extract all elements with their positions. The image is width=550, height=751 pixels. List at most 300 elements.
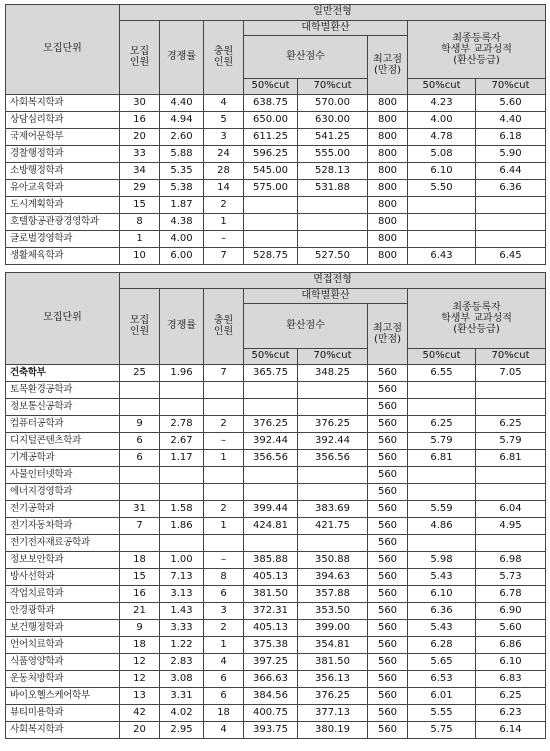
unit-name: 전기공학과 bbox=[6, 500, 120, 517]
quota: 6 bbox=[120, 432, 160, 449]
extra-count: 6 bbox=[204, 670, 244, 687]
max-score: 800 bbox=[368, 179, 408, 196]
header-unit: 모집단위 bbox=[6, 5, 120, 95]
extra-count bbox=[204, 466, 244, 483]
grade-cut-70 bbox=[476, 466, 546, 483]
max-score: 800 bbox=[368, 128, 408, 145]
competition-rate: 4.00 bbox=[160, 230, 204, 247]
quota: 20 bbox=[120, 721, 160, 738]
quota: 30 bbox=[120, 94, 160, 111]
grade-cut-50: 6.53 bbox=[408, 670, 476, 687]
quota bbox=[120, 534, 160, 551]
max-score: 560 bbox=[368, 381, 408, 398]
unit-name: 운동처방학과 bbox=[6, 670, 120, 687]
extra-count: 2 bbox=[204, 415, 244, 432]
extra-count: – bbox=[204, 551, 244, 568]
interview-admission-table bbox=[5, 272, 546, 739]
table-row bbox=[6, 94, 546, 111]
max-score: 560 bbox=[368, 364, 408, 381]
quota: 34 bbox=[120, 162, 160, 179]
unit-name: 에너지경영학과 bbox=[6, 483, 120, 500]
interview-admission-header bbox=[6, 273, 546, 365]
quota: 12 bbox=[120, 653, 160, 670]
header-score-cut-50: 50%cut bbox=[244, 349, 298, 365]
score-cut-70: 380.19 bbox=[298, 721, 368, 738]
max-score: 800 bbox=[368, 213, 408, 230]
competition-rate: 3.08 bbox=[160, 670, 204, 687]
score-cut-70: 570.00 bbox=[298, 94, 368, 111]
extra-count: 5 bbox=[204, 111, 244, 128]
score-cut-50 bbox=[244, 534, 298, 551]
max-score: 560 bbox=[368, 551, 408, 568]
score-cut-70: 377.13 bbox=[298, 704, 368, 721]
max-score: 560 bbox=[368, 483, 408, 500]
score-cut-70 bbox=[298, 381, 368, 398]
score-cut-70 bbox=[298, 230, 368, 247]
score-cut-70: 399.00 bbox=[298, 619, 368, 636]
max-score: 800 bbox=[368, 111, 408, 128]
max-score: 560 bbox=[368, 704, 408, 721]
grade-cut-50: 6.10 bbox=[408, 585, 476, 602]
grade-cut-70: 6.10 bbox=[476, 653, 546, 670]
quota: 18 bbox=[120, 551, 160, 568]
unit-name: 글로벌경영학과 bbox=[6, 230, 120, 247]
extra-count: 14 bbox=[204, 179, 244, 196]
score-cut-50: 376.25 bbox=[244, 415, 298, 432]
score-cut-50: 397.25 bbox=[244, 653, 298, 670]
score-cut-70: 353.50 bbox=[298, 602, 368, 619]
grade-cut-70 bbox=[476, 230, 546, 247]
table-row bbox=[6, 432, 546, 449]
score-cut-50: 381.50 bbox=[244, 585, 298, 602]
grade-cut-70: 6.78 bbox=[476, 585, 546, 602]
max-score: 560 bbox=[368, 517, 408, 534]
quota: 16 bbox=[120, 585, 160, 602]
table-row bbox=[6, 449, 546, 466]
quota: 15 bbox=[120, 196, 160, 213]
grade-cut-70: 6.90 bbox=[476, 602, 546, 619]
extra-count bbox=[204, 483, 244, 500]
grade-cut-70: 5.60 bbox=[476, 94, 546, 111]
score-cut-50 bbox=[244, 196, 298, 213]
table-row bbox=[6, 162, 546, 179]
score-cut-50: 392.44 bbox=[244, 432, 298, 449]
score-cut-50: 545.00 bbox=[244, 162, 298, 179]
unit-name: 기계공학과 bbox=[6, 449, 120, 466]
score-cut-50: 638.75 bbox=[244, 94, 298, 111]
extra-count: 4 bbox=[204, 721, 244, 738]
max-score: 560 bbox=[368, 466, 408, 483]
table-row bbox=[6, 381, 546, 398]
competition-rate: 2.60 bbox=[160, 128, 204, 145]
grade-cut-50 bbox=[408, 466, 476, 483]
competition-rate: 1.00 bbox=[160, 551, 204, 568]
score-cut-70: 541.25 bbox=[298, 128, 368, 145]
grade-cut-70 bbox=[476, 483, 546, 500]
competition-rate: 1.87 bbox=[160, 196, 204, 213]
table-row bbox=[6, 721, 546, 738]
extra-count: 2 bbox=[204, 500, 244, 517]
grade-cut-50: 6.43 bbox=[408, 247, 476, 264]
section-title-interview: 면접전형 bbox=[120, 273, 546, 289]
header-final-registrant: 최종등록자 학생부 교과성적 (환산등급) bbox=[408, 20, 546, 79]
header-quota: 모집 인원 bbox=[120, 20, 160, 94]
score-cut-50: 528.75 bbox=[244, 247, 298, 264]
extra-count: 3 bbox=[204, 602, 244, 619]
unit-name: 전기자동차학과 bbox=[6, 517, 120, 534]
table-row bbox=[6, 128, 546, 145]
general-admission-rows bbox=[6, 94, 546, 264]
score-cut-50: 399.44 bbox=[244, 500, 298, 517]
quota: 8 bbox=[120, 213, 160, 230]
header-max-score: 최고점 (만점) bbox=[368, 36, 408, 95]
unit-name: 유아교육학과 bbox=[6, 179, 120, 196]
score-cut-70: 392.44 bbox=[298, 432, 368, 449]
grade-cut-70: 6.25 bbox=[476, 687, 546, 704]
grade-cut-70 bbox=[476, 196, 546, 213]
score-cut-70: 356.56 bbox=[298, 449, 368, 466]
table-row bbox=[6, 466, 546, 483]
unit-name: 보건행정학과 bbox=[6, 619, 120, 636]
competition-rate: 1.43 bbox=[160, 602, 204, 619]
header-grade-cut-50: 50%cut bbox=[408, 79, 476, 95]
unit-name: 안경광학과 bbox=[6, 602, 120, 619]
header-univ-conversion: 대학별환산 bbox=[244, 288, 408, 304]
max-score: 560 bbox=[368, 415, 408, 432]
grade-cut-50 bbox=[408, 381, 476, 398]
score-cut-50: 405.13 bbox=[244, 568, 298, 585]
table-row bbox=[6, 415, 546, 432]
grade-cut-70: 6.23 bbox=[476, 704, 546, 721]
unit-name: 건축학부 bbox=[6, 364, 120, 381]
score-cut-70: 421.75 bbox=[298, 517, 368, 534]
header-converted-score: 환산점수 bbox=[244, 36, 368, 79]
unit-name: 바이오헬스케어학부 bbox=[6, 687, 120, 704]
score-cut-50: 611.25 bbox=[244, 128, 298, 145]
quota: 9 bbox=[120, 415, 160, 432]
quota: 21 bbox=[120, 602, 160, 619]
header-competition: 경쟁률 bbox=[160, 20, 204, 94]
score-cut-70 bbox=[298, 466, 368, 483]
extra-count: 28 bbox=[204, 162, 244, 179]
grade-cut-50: 5.79 bbox=[408, 432, 476, 449]
quota: 31 bbox=[120, 500, 160, 517]
extra-count: 18 bbox=[204, 704, 244, 721]
grade-cut-70 bbox=[476, 534, 546, 551]
quota bbox=[120, 398, 160, 415]
table-row bbox=[6, 568, 546, 585]
competition-rate: 1.86 bbox=[160, 517, 204, 534]
max-score: 560 bbox=[368, 585, 408, 602]
score-cut-50: 375.38 bbox=[244, 636, 298, 653]
score-cut-70: 348.25 bbox=[298, 364, 368, 381]
quota: 9 bbox=[120, 619, 160, 636]
extra-count: 2 bbox=[204, 619, 244, 636]
table-row bbox=[6, 145, 546, 162]
score-cut-50 bbox=[244, 381, 298, 398]
extra-count: 1 bbox=[204, 517, 244, 534]
grade-cut-70 bbox=[476, 381, 546, 398]
score-cut-50: 393.75 bbox=[244, 721, 298, 738]
score-cut-50: 384.56 bbox=[244, 687, 298, 704]
table-row bbox=[6, 670, 546, 687]
extra-count: 1 bbox=[204, 636, 244, 653]
extra-count: 3 bbox=[204, 128, 244, 145]
unit-name: 생활체육학과 bbox=[6, 247, 120, 264]
quota: 42 bbox=[120, 704, 160, 721]
unit-name: 토목환경공학과 bbox=[6, 381, 120, 398]
max-score: 560 bbox=[368, 619, 408, 636]
grade-cut-50: 4.23 bbox=[408, 94, 476, 111]
score-cut-70: 376.25 bbox=[298, 687, 368, 704]
competition-rate: 5.35 bbox=[160, 162, 204, 179]
max-score: 800 bbox=[368, 247, 408, 264]
max-score: 800 bbox=[368, 162, 408, 179]
grade-cut-50: 6.25 bbox=[408, 415, 476, 432]
grade-cut-70: 5.90 bbox=[476, 145, 546, 162]
unit-name: 정보통신공학과 bbox=[6, 398, 120, 415]
score-cut-50: 356.56 bbox=[244, 449, 298, 466]
competition-rate: 4.02 bbox=[160, 704, 204, 721]
extra-count: – bbox=[204, 432, 244, 449]
grade-cut-50: 5.59 bbox=[408, 500, 476, 517]
quota: 10 bbox=[120, 247, 160, 264]
quota: 6 bbox=[120, 449, 160, 466]
score-cut-70: 354.81 bbox=[298, 636, 368, 653]
general-admission-header bbox=[6, 5, 546, 95]
score-cut-70: 528.13 bbox=[298, 162, 368, 179]
grade-cut-70: 6.45 bbox=[476, 247, 546, 264]
quota: 33 bbox=[120, 145, 160, 162]
score-cut-50: 405.13 bbox=[244, 619, 298, 636]
grade-cut-70: 6.83 bbox=[476, 670, 546, 687]
extra-count: 4 bbox=[204, 94, 244, 111]
grade-cut-70: 6.04 bbox=[476, 500, 546, 517]
competition-rate: 4.94 bbox=[160, 111, 204, 128]
max-score: 560 bbox=[368, 636, 408, 653]
competition-rate: 3.13 bbox=[160, 585, 204, 602]
score-cut-50: 596.25 bbox=[244, 145, 298, 162]
grade-cut-50: 4.86 bbox=[408, 517, 476, 534]
score-cut-50 bbox=[244, 466, 298, 483]
score-cut-70: 527.50 bbox=[298, 247, 368, 264]
competition-rate: 5.38 bbox=[160, 179, 204, 196]
score-cut-70 bbox=[298, 483, 368, 500]
grade-cut-50: 5.98 bbox=[408, 551, 476, 568]
score-cut-70 bbox=[298, 196, 368, 213]
header-competition: 경쟁률 bbox=[160, 288, 204, 364]
max-score: 560 bbox=[368, 602, 408, 619]
unit-name: 디지털콘텐츠학과 bbox=[6, 432, 120, 449]
unit-name: 도시계획학과 bbox=[6, 196, 120, 213]
table-row bbox=[6, 619, 546, 636]
grade-cut-70: 6.25 bbox=[476, 415, 546, 432]
header-extra: 충원 인원 bbox=[204, 20, 244, 94]
score-cut-70 bbox=[298, 213, 368, 230]
max-score: 800 bbox=[368, 196, 408, 213]
grade-cut-50: 6.36 bbox=[408, 602, 476, 619]
extra-count: 7 bbox=[204, 247, 244, 264]
table-row bbox=[6, 500, 546, 517]
score-cut-50: 400.75 bbox=[244, 704, 298, 721]
header-grade-cut-70: 70%cut bbox=[476, 79, 546, 95]
grade-cut-50 bbox=[408, 398, 476, 415]
table-row bbox=[6, 230, 546, 247]
quota bbox=[120, 466, 160, 483]
max-score: 560 bbox=[368, 534, 408, 551]
grade-cut-70: 6.98 bbox=[476, 551, 546, 568]
competition-rate bbox=[160, 398, 204, 415]
grade-cut-50: 5.43 bbox=[408, 568, 476, 585]
grade-cut-70: 6.18 bbox=[476, 128, 546, 145]
score-cut-50 bbox=[244, 213, 298, 230]
score-cut-50 bbox=[244, 230, 298, 247]
header-grade-cut-70: 70%cut bbox=[476, 349, 546, 365]
max-score: 560 bbox=[368, 568, 408, 585]
grade-cut-50 bbox=[408, 213, 476, 230]
grade-cut-70: 5.73 bbox=[476, 568, 546, 585]
unit-name: 방사선학과 bbox=[6, 568, 120, 585]
competition-rate: 1.22 bbox=[160, 636, 204, 653]
extra-count: 1 bbox=[204, 213, 244, 230]
table-row bbox=[6, 364, 546, 381]
score-cut-50 bbox=[244, 483, 298, 500]
table-row bbox=[6, 483, 546, 500]
interview-admission-rows bbox=[6, 364, 546, 738]
header-unit: 모집단위 bbox=[6, 273, 120, 365]
max-score: 560 bbox=[368, 653, 408, 670]
score-cut-50: 650.00 bbox=[244, 111, 298, 128]
max-score: 560 bbox=[368, 500, 408, 517]
extra-count: 1 bbox=[204, 449, 244, 466]
grade-cut-50 bbox=[408, 196, 476, 213]
header-final-registrant: 최종등록자 학생부 교과성적 (환산등급) bbox=[408, 288, 546, 349]
grade-cut-50: 4.00 bbox=[408, 111, 476, 128]
section-title-general: 일반전형 bbox=[120, 5, 546, 21]
score-cut-70: 356.13 bbox=[298, 670, 368, 687]
competition-rate bbox=[160, 381, 204, 398]
table-row bbox=[6, 585, 546, 602]
general-admission-table bbox=[5, 4, 546, 265]
table-row bbox=[6, 213, 546, 230]
quota: 1 bbox=[120, 230, 160, 247]
quota: 16 bbox=[120, 111, 160, 128]
quota: 20 bbox=[120, 128, 160, 145]
grade-cut-50: 5.75 bbox=[408, 721, 476, 738]
grade-cut-70: 5.60 bbox=[476, 619, 546, 636]
extra-count bbox=[204, 398, 244, 415]
grade-cut-50: 5.08 bbox=[408, 145, 476, 162]
quota: 12 bbox=[120, 670, 160, 687]
competition-rate bbox=[160, 466, 204, 483]
quota bbox=[120, 483, 160, 500]
grade-cut-50: 5.50 bbox=[408, 179, 476, 196]
table-row bbox=[6, 653, 546, 670]
extra-count: 6 bbox=[204, 687, 244, 704]
grade-cut-70: 4.40 bbox=[476, 111, 546, 128]
competition-rate: 4.38 bbox=[160, 213, 204, 230]
grade-cut-50: 6.01 bbox=[408, 687, 476, 704]
header-converted-score: 환산점수 bbox=[244, 304, 368, 349]
grade-cut-50: 4.78 bbox=[408, 128, 476, 145]
competition-rate: 5.88 bbox=[160, 145, 204, 162]
header-score-cut-70: 70%cut bbox=[298, 79, 368, 95]
max-score: 560 bbox=[368, 670, 408, 687]
quota bbox=[120, 381, 160, 398]
score-cut-70 bbox=[298, 398, 368, 415]
grade-cut-50: 6.55 bbox=[408, 364, 476, 381]
header-score-cut-50: 50%cut bbox=[244, 79, 298, 95]
quota: 29 bbox=[120, 179, 160, 196]
grade-cut-50: 5.55 bbox=[408, 704, 476, 721]
score-cut-50: 575.00 bbox=[244, 179, 298, 196]
score-cut-70: 357.88 bbox=[298, 585, 368, 602]
table-row bbox=[6, 196, 546, 213]
competition-rate: 6.00 bbox=[160, 247, 204, 264]
grade-cut-70 bbox=[476, 213, 546, 230]
header-max-score: 최고점 (만점) bbox=[368, 304, 408, 365]
unit-name: 사물인터넷학과 bbox=[6, 466, 120, 483]
grade-cut-50 bbox=[408, 483, 476, 500]
grade-cut-70: 6.81 bbox=[476, 449, 546, 466]
competition-rate bbox=[160, 534, 204, 551]
score-cut-70 bbox=[298, 534, 368, 551]
competition-rate: 2.67 bbox=[160, 432, 204, 449]
unit-name: 정보보안학과 bbox=[6, 551, 120, 568]
unit-name: 경찰행정학과 bbox=[6, 145, 120, 162]
grade-cut-70: 4.95 bbox=[476, 517, 546, 534]
competition-rate: 1.96 bbox=[160, 364, 204, 381]
grade-cut-70: 5.79 bbox=[476, 432, 546, 449]
score-cut-50: 372.31 bbox=[244, 602, 298, 619]
extra-count bbox=[204, 534, 244, 551]
extra-count: 4 bbox=[204, 653, 244, 670]
header-score-cut-70: 70%cut bbox=[298, 349, 368, 365]
extra-count: 7 bbox=[204, 364, 244, 381]
table-row bbox=[6, 636, 546, 653]
unit-name: 식품영양학과 bbox=[6, 653, 120, 670]
table-row bbox=[6, 687, 546, 704]
extra-count: 24 bbox=[204, 145, 244, 162]
table-row bbox=[6, 602, 546, 619]
table-row bbox=[6, 179, 546, 196]
max-score: 800 bbox=[368, 145, 408, 162]
table-row bbox=[6, 534, 546, 551]
quota: 18 bbox=[120, 636, 160, 653]
competition-rate: 2.83 bbox=[160, 653, 204, 670]
competition-rate: 2.78 bbox=[160, 415, 204, 432]
score-cut-50: 385.88 bbox=[244, 551, 298, 568]
max-score: 800 bbox=[368, 94, 408, 111]
competition-rate: 4.40 bbox=[160, 94, 204, 111]
extra-count: 6 bbox=[204, 585, 244, 602]
table-row bbox=[6, 551, 546, 568]
competition-rate: 3.31 bbox=[160, 687, 204, 704]
score-cut-50: 366.63 bbox=[244, 670, 298, 687]
table-row bbox=[6, 247, 546, 264]
score-cut-70: 381.50 bbox=[298, 653, 368, 670]
unit-name: 국제어문학부 bbox=[6, 128, 120, 145]
score-cut-70: 394.63 bbox=[298, 568, 368, 585]
score-cut-70: 555.00 bbox=[298, 145, 368, 162]
table-row bbox=[6, 398, 546, 415]
quota: 13 bbox=[120, 687, 160, 704]
grade-cut-70 bbox=[476, 398, 546, 415]
max-score: 560 bbox=[368, 449, 408, 466]
competition-rate: 1.17 bbox=[160, 449, 204, 466]
score-cut-50 bbox=[244, 398, 298, 415]
header-grade-cut-50: 50%cut bbox=[408, 349, 476, 365]
